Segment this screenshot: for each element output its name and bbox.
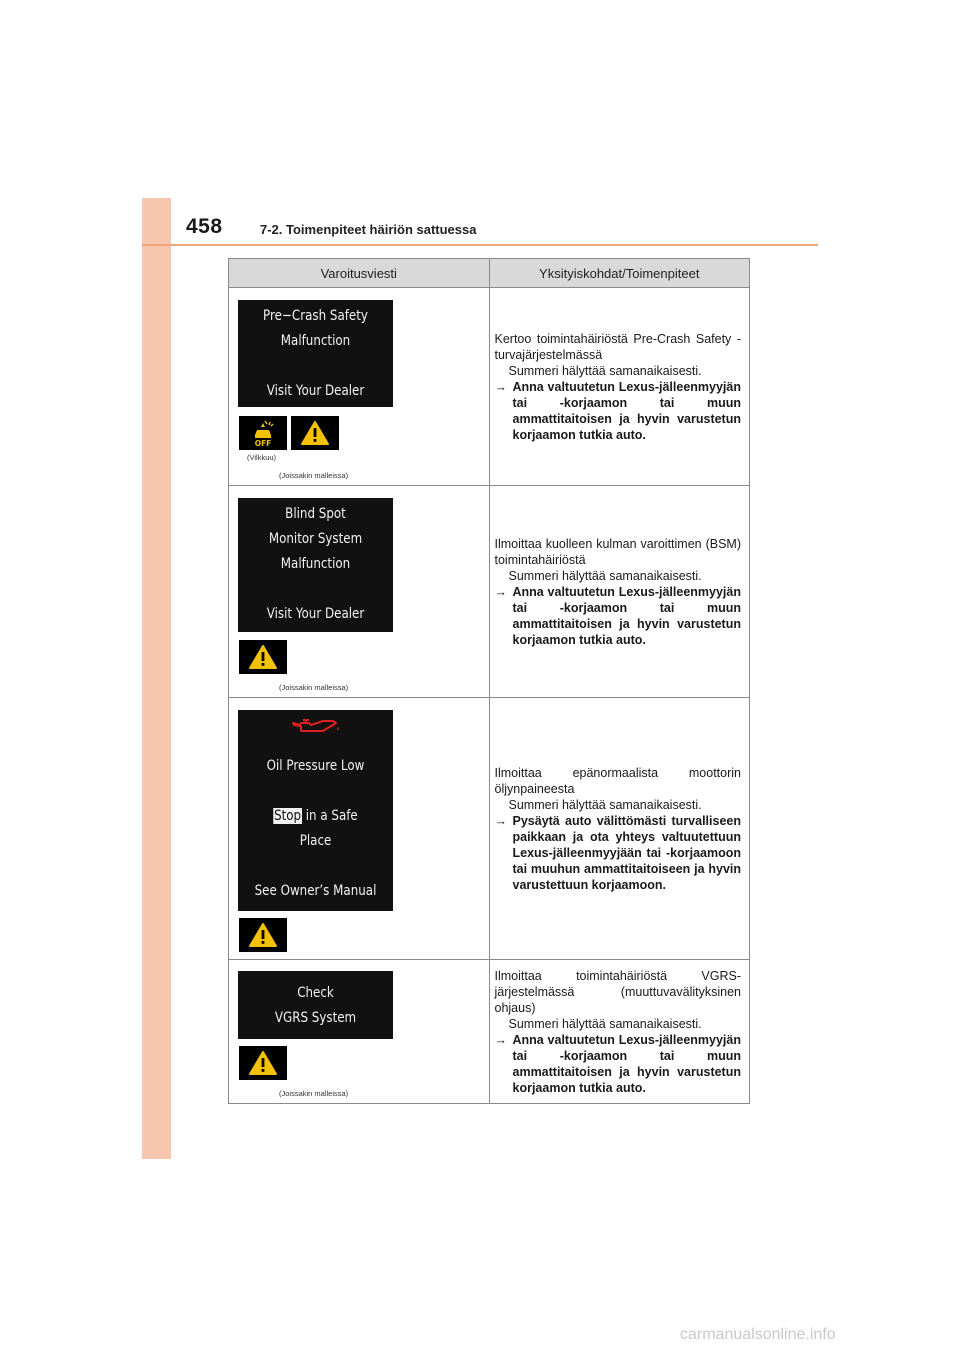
oil-can-icon: [289, 717, 341, 739]
warning-triangle-icon: [300, 420, 330, 446]
pcs-off-icon: [243, 418, 283, 448]
section-title: 7-2. Toimenpiteet häiriön sattuessa: [260, 222, 477, 237]
action-label: Pysäytä auto välittömästi turvalliseen paikkaan ja ota yhteys valtuutettuun Lexus-jälleenmyyjään tai -korjaamoon tai muuhun ammattitaitoiseen ja hyvin varustettuun korjaamoon.: [512, 813, 741, 892]
table-header-row: [229, 259, 750, 288]
page-number: 458: [186, 215, 223, 238]
screen-line: Blind Spot: [285, 506, 346, 522]
display-screen: [238, 498, 393, 632]
description-text: Ilmoittaa epänormaalista moottorin öljynpaineesta: [494, 765, 741, 796]
screen-line: Malfunction: [280, 333, 351, 349]
warning-indicator: [239, 1046, 287, 1080]
description-text: Ilmoittaa toimintahäiriöstä VGRS-järjestelmässä (muuttuvavälityksinen ohjaus): [494, 968, 741, 1015]
watermark: carmanualsonline.info: [680, 1326, 836, 1343]
screen-line: Monitor System: [268, 531, 363, 547]
icon-caption: (Vilkkuu): [247, 453, 277, 462]
warning-triangle-icon: [248, 922, 278, 948]
action-text: [495, 813, 742, 893]
action-label: Anna valtuutetun Lexus-jälleenmyyjän tai -korjaamon tai muun ammattitaitoisen ja hyvin varustetun korjaamon tutkia auto.: [512, 584, 741, 647]
message-cell: [229, 486, 490, 698]
message-cell: [229, 288, 490, 486]
description-text: Kertoo toimintahäiriöstä Pre-Crash Safety -turvajärjestelmässä: [494, 331, 741, 362]
screen-line: Malfunction: [280, 556, 351, 572]
buzzer-text: Summeri hälyttää samanaikaisesti.: [508, 568, 702, 583]
side-color-bar: [142, 198, 171, 1159]
screen-line: Oil Pressure Low: [266, 758, 365, 774]
screen-line: See Owner’s Manual: [254, 883, 377, 899]
pcs-off-indicator: [239, 416, 287, 450]
warning-triangle-icon: [248, 1050, 278, 1076]
message-cell: [229, 960, 490, 1104]
action-text: [495, 379, 742, 443]
display-screen: [238, 971, 393, 1039]
arrow-icon: →: [494, 379, 507, 394]
model-note: (Joissakin malleissa): [279, 683, 349, 692]
warning-indicator: [239, 640, 287, 674]
screen-line: Visit Your Dealer: [266, 606, 365, 622]
warning-message-table: [228, 258, 750, 1104]
header-details-actions: Yksityiskohdat/Toimenpiteet: [489, 259, 750, 288]
description-text: Ilmoittaa kuolleen kulman varoittimen (BSM) toimintahäiriöstä: [494, 536, 741, 567]
stop-highlight: Stop: [274, 808, 302, 824]
warning-indicator: [239, 918, 287, 952]
table-row: [229, 486, 750, 698]
arrow-icon: →: [494, 813, 507, 828]
display-screen: [238, 300, 393, 407]
buzzer-text: Summeri hälyttää samanaikaisesti.: [508, 363, 702, 378]
model-note: (Joissakin malleissa): [279, 471, 349, 480]
details-cell: [489, 698, 750, 960]
warning-triangle-icon: [248, 644, 278, 670]
screen-line: Pre−Crash Safety: [263, 308, 368, 324]
screen-line-part: in a Safe: [305, 808, 358, 824]
details-cell: [489, 960, 750, 1104]
action-label: Anna valtuutetun Lexus-jälleenmyyjän tai -korjaamon tai muun ammattitaitoisen ja hyvin varustetun korjaamon tutkia auto.: [512, 379, 741, 442]
table-row: [229, 698, 750, 960]
action-text: [495, 584, 742, 648]
action-text: [495, 1032, 742, 1096]
screen-line: Place: [299, 833, 332, 849]
buzzer-text: Summeri hälyttää samanaikaisesti.: [508, 1016, 702, 1031]
screen-line: VGRS System: [274, 1010, 357, 1026]
table-row: [229, 288, 750, 486]
warning-indicator: [291, 416, 339, 450]
details-cell: [489, 288, 750, 486]
message-cell: [229, 698, 490, 960]
pcs-off-label: OFF: [254, 439, 272, 448]
table-row: [229, 960, 750, 1104]
buzzer-text: Summeri hälyttää samanaikaisesti.: [508, 797, 702, 812]
arrow-icon: →: [494, 1032, 507, 1047]
action-label: Anna valtuutetun Lexus-jälleenmyyjän tai -korjaamon tai muun ammattitaitoisen ja hyvin varustetun korjaamon tutkia auto.: [512, 1032, 741, 1095]
display-screen: [238, 710, 393, 911]
details-cell: [489, 486, 750, 698]
model-note: (Joissakin malleissa): [279, 1089, 349, 1098]
screen-line: Visit Your Dealer: [266, 383, 365, 399]
header-warning-message: Varoitusviesti: [229, 259, 490, 288]
header-rule: [142, 244, 818, 246]
screen-line: [252, 808, 379, 824]
arrow-icon: →: [494, 584, 507, 599]
screen-line: Check: [297, 985, 334, 1001]
